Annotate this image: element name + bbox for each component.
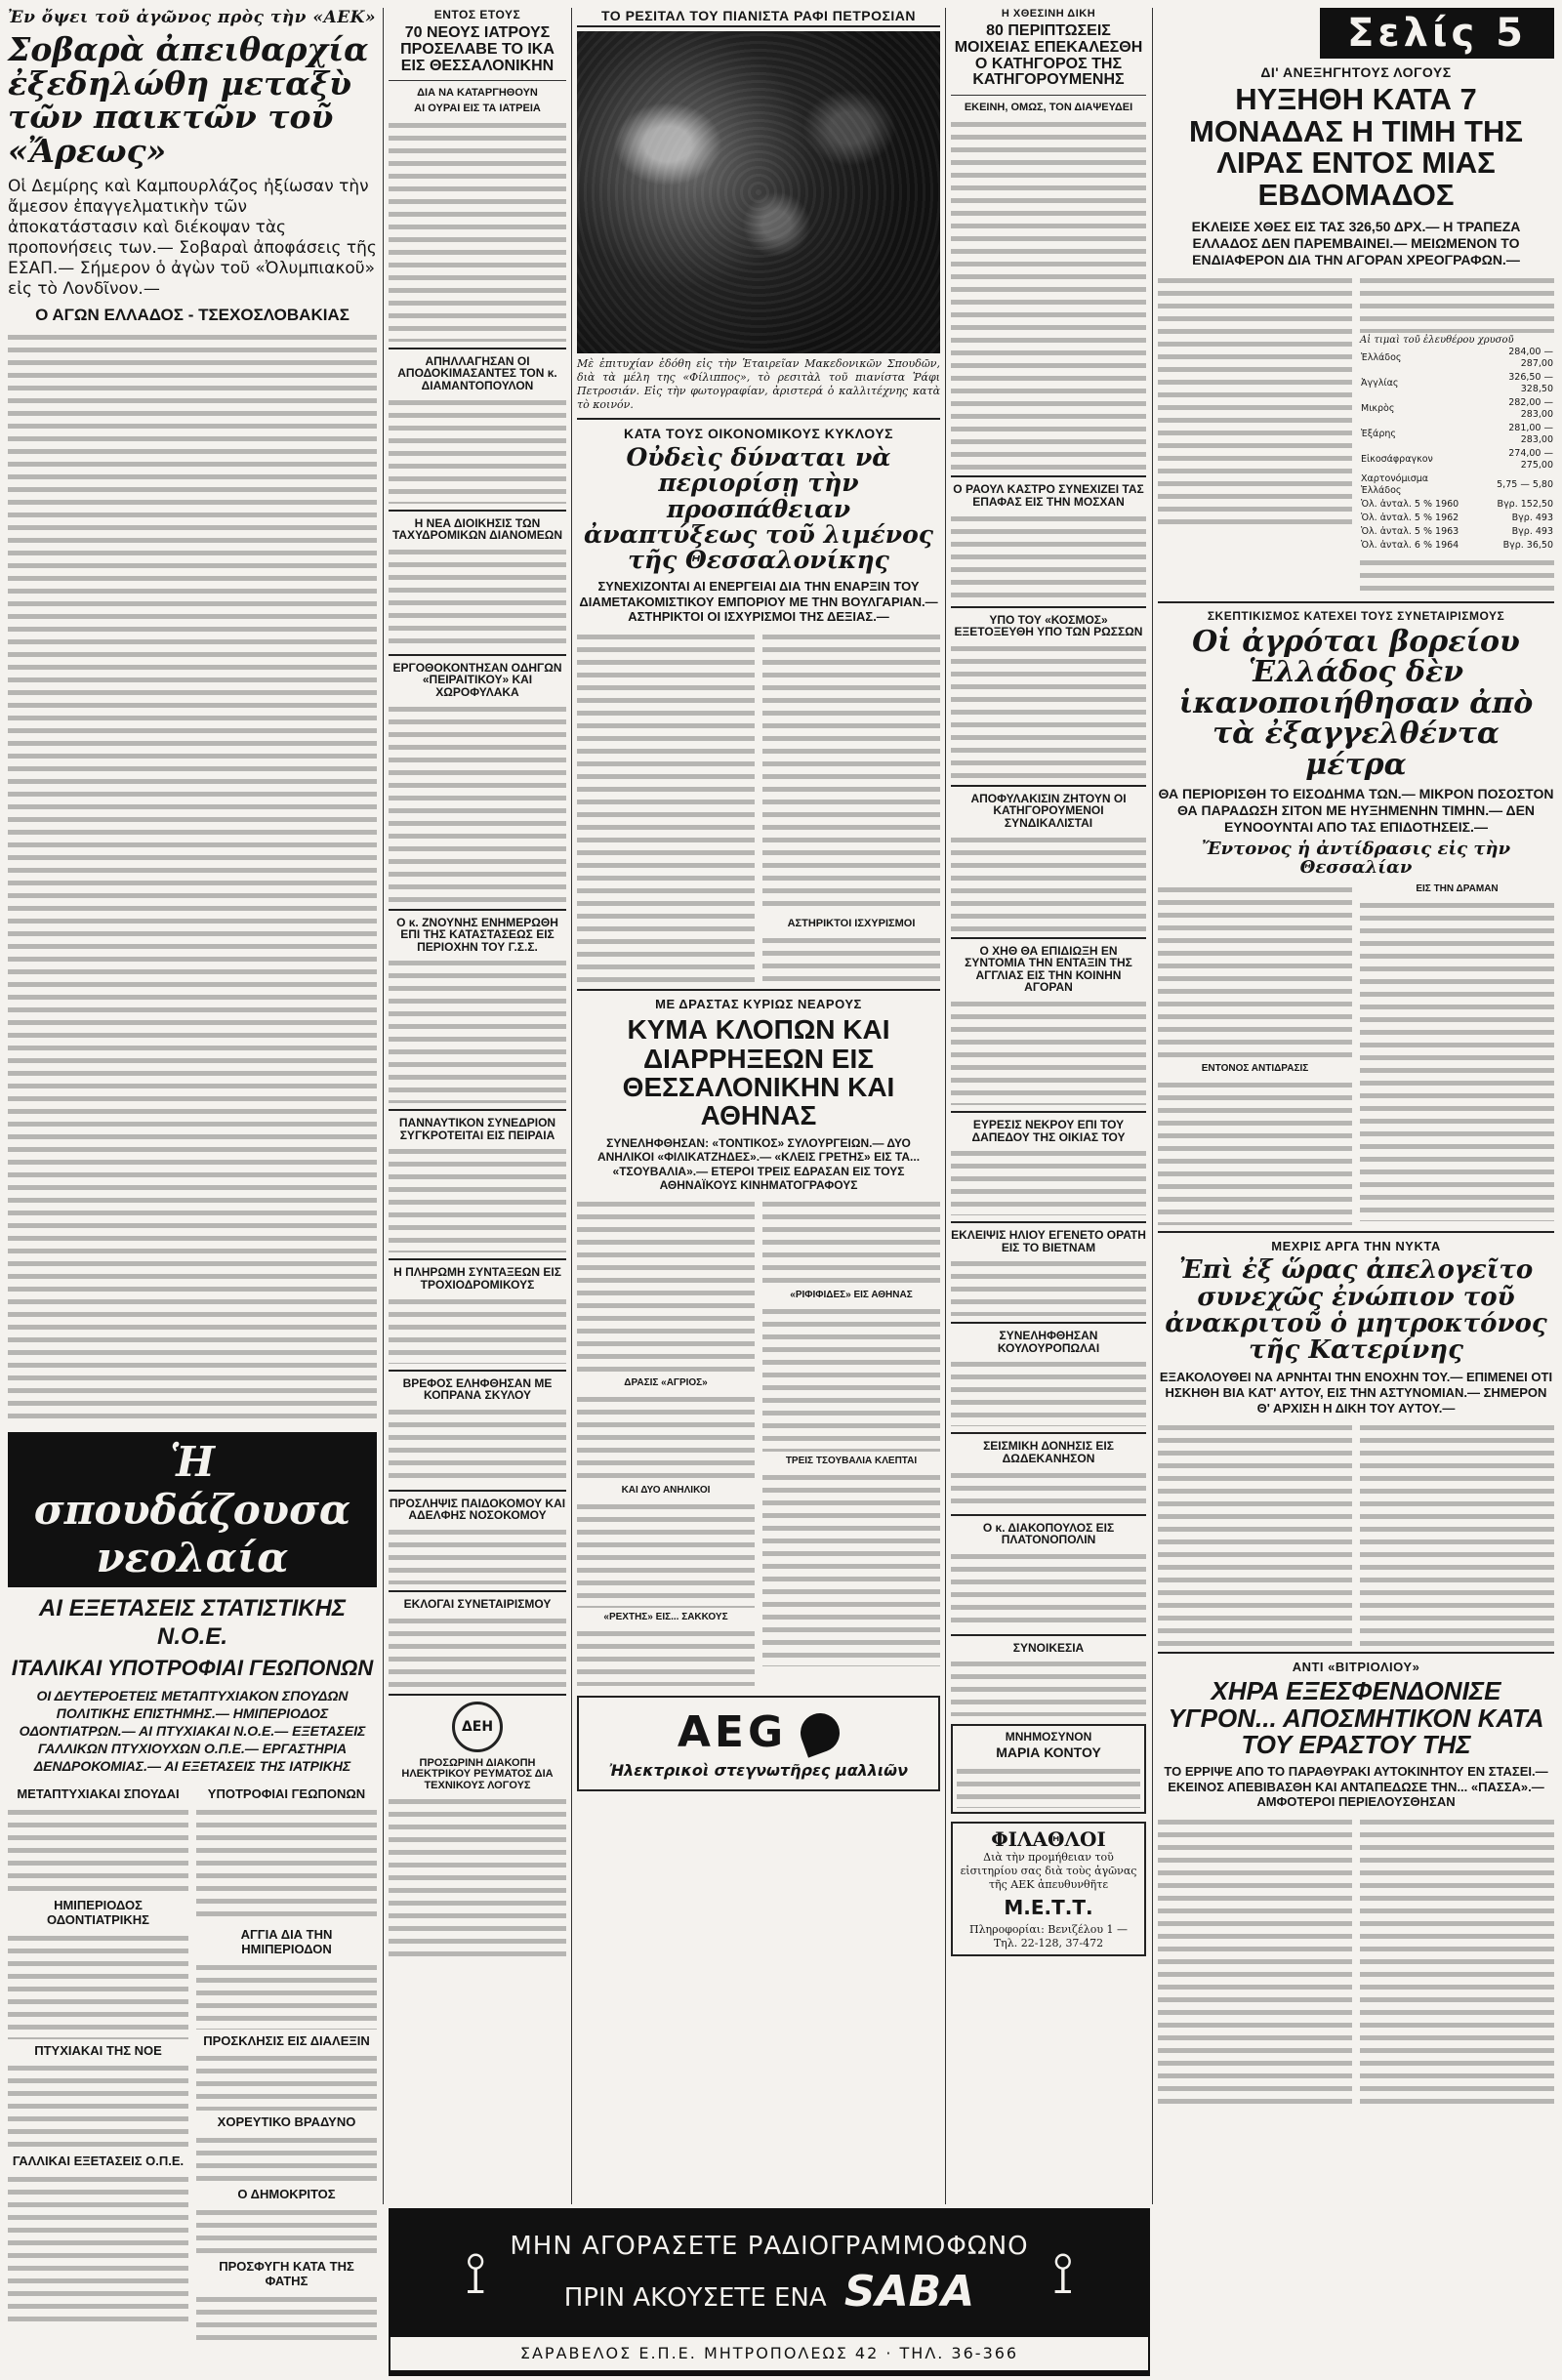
memorial-title: ΜΝΗΜΟΣΥΝΟΝ <box>1005 1730 1092 1744</box>
gold-price-value: Βγρ. 152,50 <box>1497 498 1553 510</box>
gold-price-value: Βγρ. 493 <box>1511 512 1553 523</box>
article-kicker: ΔΙ' ΑΝΕΞΗΓΗΤΟΥΣ ΛΟΓΟΥΣ <box>1260 64 1452 80</box>
brief-body <box>389 1145 566 1252</box>
article-lede: Οἱ Δεμίρης καὶ Καμπουρλάζος ἠξίωσαν τὴν ἄμεσον ἐπαγγελματικὴν τῶν ἀποκατάστασιν καὶ διέκοψαν τὰς προπονήσεις των.— Σοβαραὶ ἀποφάσεις τῆς ΕΣΑΠ.— Σήμερον ὁ ἀγὼν τοῦ «Ὀλυμπιακοῦ» εἰς τὸ Λονδῖνον.— <box>8 176 377 299</box>
column-rule <box>571 8 572 2204</box>
article-headline: Οὐδεὶς δύναται νὰ περιορίσῃ τὴν προσπάθειαν ἀναπτύξεως τοῦ λιμένος τῆς Θεσσαλονίκης <box>584 443 933 574</box>
column-sports-youth <box>8 8 377 2289</box>
brief-headline: ΑΠΟΦΥΛΑΚΙΣΙΝ ΖΗΤΟΥΝ ΟΙ ΚΑΤΗΓΟΡΟΥΜΕΝΟΙ ΣΥΝΔΙΚΑΛΙΣΤΑΙ <box>970 791 1127 830</box>
youth-section-title: ΜΕΤΑΠΤΥΧΙΑΚΑΙ ΣΠΟΥΔΑΙ <box>17 1785 180 1801</box>
aeg-advertisement <box>577 1696 940 1791</box>
article-headline: Ἐπὶ ἐξ ὥρας ἀπελογεῖτο συνεχῶς ἐνώπιον τοῦ ἀνακριτοῦ ὁ μητροκτόνος τῆς Κατερίνης <box>1165 1255 1547 1366</box>
memorial-notice <box>951 1724 1146 1813</box>
youth-section-title: ΧΟΡΕΥΤΙΚΟ ΒΡΑΔΥΝΟ <box>217 2114 356 2130</box>
fans-text: Διὰ τὴν προμήθειαν τοῦ εἰσιτηρίου σας διὰ τοὺς ἀγῶνας τῆς ΑΕΚ ἀπευθυνθῆτε <box>960 1850 1137 1891</box>
youth-section-body <box>196 2206 377 2255</box>
brief-body <box>951 834 1146 931</box>
brief-headline: ΕΡΓΟΘΟΚΟΝΤΗΣΑΝ ΟΔΗΓΩΝ «ΠΕΙΡΑΙΤΙΚΟΥ» ΚΑΙ ΧΩΡΟΦΥΛΑΚΑ <box>392 660 562 699</box>
youth-section-title: ΓΑΛΛΙΚΑΙ ΕΞΕΤΑΣΕΙΣ Ο.Π.Ε. <box>12 2154 185 2169</box>
article-subhead: ΕΞΑΚΟΛΟΥΘΕΙ ΝΑ ΑΡΝΗΤΑΙ ΤΗΝ ΕΝΟΧΗΝ ΤΟΥ.— ΕΠΙΜΕΝΕΙ ΟΤΙ ΗΣΚΗΘΗ ΒΙΑ ΚΑΤ' ΑΥΤΟΥ, ΕΙΣ ΤΗΝ ΑΣΤΥΝΟΜΙΑΝ.— ΣΗΜΕΡΟΝ Θ' ΑΡΧΙΣΗ Η ΔΙΚΗ ΤΟΥ ΑΥΤΟΥ.— <box>1159 1370 1553 1416</box>
brief-body <box>389 546 566 648</box>
gold-price-value: 5,75 — 5,80 <box>1497 478 1553 490</box>
gold-price-item: Ἑξάρης <box>1361 428 1396 439</box>
brief-headline: ΑΠΗΛΛΑΓΗΣΑΝ ΟΙ ΑΠΟΔΟΚΙΜΑΣΑΝΤΕΣ ΤΟΝ κ. ΔΙΑΜΑΝΤΟΠΟΥΛΟΝ <box>397 353 557 392</box>
article-body <box>762 934 940 983</box>
brief-headline: ΣΥΝΟΙΚΕΣΙΑ <box>1012 1640 1085 1655</box>
brief-headline: ΕΥΡΕΣΙΣ ΝΕΚΡΟΥ ΕΠΙ ΤΟΥ ΔΑΠΕΔΟΥ ΤΗΣ ΟΙΚΙΑΣ ΤΟΥ <box>971 1117 1126 1144</box>
brief-body <box>389 957 566 1103</box>
gold-price-item: Ἀγγλίας <box>1361 377 1399 389</box>
youth-title-1: ΑΙ ΕΞΕΤΑΣΕΙΣ ΣΤΑΤΙΣΤΙΚΗΣ Ν.Ο.Ε. <box>38 1594 347 1650</box>
column-rule <box>383 8 384 2204</box>
article-crosshead: ΤΡΕΙΣ ΤΣΟΥΒΑΛΙΑ ΚΛΕΠΤΑΙ <box>785 1456 918 1467</box>
brief-body <box>389 703 566 903</box>
brief-body <box>951 998 1146 1105</box>
brief-headline: Η ΝΕΑ ΔΙΟΙΚΗΣΙΣ ΤΩΝ ΤΑΧΥΔΡΟΜΙΚΩΝ ΔΙΑΝΟΜΕΩΝ <box>391 515 563 543</box>
youth-banner: Ἡ σπουδάζουσα νεολαία <box>8 1432 377 1587</box>
brief-body <box>389 1526 566 1584</box>
youth-section-body <box>8 1932 188 2039</box>
aeg-logo: AEG <box>677 1707 788 1758</box>
gold-price-item: Ὁλ. ἀνταλ. 5 % 1962 <box>1361 512 1459 523</box>
article-body <box>1158 274 1352 528</box>
youth-section-body <box>196 1806 377 1923</box>
article-kicker: ΕΝΤΟΣ ΕΤΟΥΣ <box>433 8 521 21</box>
brief-headline: ΕΚΛΕΙΨΙΣ ΗΛΙΟΥ ΕΓΕΝΕΤΟ ΟΡΑΤΗ ΕΙΣ ΤΟ ΒΙΕΤΝΑΜ <box>951 1228 1146 1254</box>
article-headline: Σοβαρὰ ἀπειθαρχία ἐξεδηλώθη μεταξὺ τῶν παικτῶν τοῦ «Ἄρεως» <box>8 30 369 170</box>
article-headline: 70 ΝΕΟΥΣ ΙΑΤΡΟΥΣ ΠΡΟΣΕΛΑΒΕ ΤΟ ΙΚΑ ΕΙΣ ΘΕΣΣΑΛΟΝΙΚΗΝ <box>400 24 555 74</box>
column-briefs <box>389 8 566 2204</box>
article-body <box>577 1500 755 1608</box>
mett-address: Πληροφορίαι: Βενιζέλου 1 — Τηλ. 22-128, 37-472 <box>968 1922 1128 1949</box>
article-headline: ΧΗΡΑ ΕΞΕΣΦΕΝΔΟΝΙΣΕ ΥΓΡΟΝ... ΑΠΟΣΜΗΤΙΚΟΝ ΚΑΤΑ ΤΟΥ ΕΡΑΣΤΟΥ ΤΗΣ <box>1168 1676 1544 1759</box>
article-subhead: ΣΥΝΕΧΙΖΟΝΤΑΙ ΑΙ ΕΝΕΡΓΕΙΑΙ ΔΙΑ ΤΗΝ ΕΝΑΡΞΙΝ ΤΟΥ ΔΙΑΜΕΤΑΚΟΜΙΣΤΙΚΟΥ ΕΜΠΟΡΙΟΥ ΜΕ ΤΗΝ ΒΟΥΛΓΑΡΙΑΝ.— ΑΣΤΗΡΙΚΤΟΙ ΟΙ ΙΣΧΥΡΙΣΜΟΙ ΤΗΣ ΔΕΞΙΑΣ.— <box>579 579 938 625</box>
gold-price-row <box>1360 512 1554 525</box>
article-headline: Οἱ ἀγρόται βορείου Ἑλλάδος δὲν ἱκανοποιήθησαν ἀπὸ τὰ ἐξαγγελθέντα μέτρα <box>1178 624 1534 782</box>
brief-body <box>951 1147 1146 1215</box>
article-body <box>1158 1079 1352 1225</box>
article-kicker: ΣΚΕΠΤΙΚΙΣΜΟΣ ΚΑΤΕΧΕΙ ΤΟΥΣ ΣΥΝΕΤΑΙΡΙΣΜΟΥΣ <box>1207 608 1505 623</box>
brief-headline: Ο ΡΑΟΥΛ ΚΑΣΤΡΟ ΣΥΝΕΧΙΖΕΙ ΤΑΣ ΕΠΑΦΑΣ ΕΙΣ ΤΗΝ ΜΟΣΧΑΝ <box>953 482 1144 509</box>
youth-section-body <box>196 2052 377 2111</box>
article-crosshead: ΚΑΙ ΔΥΟ ΑΝΗΛΙΚΟΙ <box>621 1485 711 1497</box>
article-headline: 80 ΠΕΡΙΠΤΩΣΕΙΣ ΜΟΙΧΕΙΑΣ ΕΠΕΚΑΛΕΣΘΗ Ο ΚΑΤΗΓΟΡΟΣ ΤΗΣ ΚΑΤΗΓΟΡΟΥΜΕΝΗΣ <box>954 22 1143 89</box>
article-body <box>577 1198 755 1374</box>
article-body <box>762 1305 940 1452</box>
article-subhead: ΔΙΑ ΝΑ ΚΑΤΑΡΓΗΘΟΥΝ <box>417 87 538 100</box>
article-body <box>762 1471 940 1666</box>
article-crosshead: «ΡΙΦΙΦΙΔΕΣ» ΕΙΣ ΑΘΗΝΑΣ <box>790 1290 913 1301</box>
gold-price-item: Ὁλ. ἀνταλ. 5 % 1960 <box>1361 498 1459 510</box>
brief-headline: ΕΚΛΟΓΑΙ ΣΥΝΕΤΑΙΡΙΣΜΟΥ <box>403 1597 552 1612</box>
youth-title-2: ΙΤΑΛΙΚΑΙ ΥΠΟΤΡΟΦΙΑΙ ΓΕΩΠΟΝΩΝ <box>11 1655 374 1680</box>
youth-section-body <box>196 1961 377 2030</box>
article-body <box>577 631 755 982</box>
article-body <box>1158 1816 1352 2109</box>
article-body <box>1360 1816 1554 2109</box>
hair-dryer-icon <box>795 1707 844 1757</box>
article-body <box>762 631 940 914</box>
brief-headline: ΠΡΟΣΛΗΨΙΣ ΠΑΙΔΟΚΟΜΟΥ ΚΑΙ ΑΔΕΛΦΗΣ ΝΟΣΟΚΟΜΟΥ <box>389 1496 566 1523</box>
gold-price-row <box>1360 371 1554 396</box>
gold-price-row <box>1360 346 1554 371</box>
brief-body <box>951 1469 1146 1508</box>
youth-section-title: ΠΤΥΧΙΑΚΑΙ ΤΗΣ ΝΟΕ <box>34 2042 162 2058</box>
gold-price-item: Εἰκοσάφραγκον <box>1361 453 1433 465</box>
antenna-icon: ⟟ <box>1051 2239 1074 2308</box>
article-headline: ΗΥΞΗΘΗ ΚΑΤΑ 7 ΜΟΝΑΔΑΣ Η ΤΙΜΗ ΤΗΣ ΛΙΡΑΣ ΕΝΤΟΣ ΜΙΑΣ ΕΒΔΟΜΑΔΟΣ <box>1189 82 1523 212</box>
brief-headline: ΠΑΝΝΑΥΤΙΚΟΝ ΣΥΝΕΔΡΙΟΝ ΣΥΓΚΡΟΤΕΙΤΑΙ ΕΙΣ ΠΕΙΡΑΙΑ <box>398 1116 556 1142</box>
memorial-name: ΜΑΡΙΑ ΚΟΝΤΟΥ <box>996 1744 1101 1760</box>
gold-price-value: 326,50 — 328,50 <box>1508 371 1553 394</box>
brief-headline: Ο κ. ΖΝΟΥΝΗΣ ΕΝΗΜΕΡΩΘΗ ΕΠΙ ΤΗΣ ΚΑΤΑΣΤΑΣΕΩΣ ΕΙΣ ΠΕΡΙΟΧΗΝ ΤΟΥ Γ.Σ.Σ. <box>396 915 558 954</box>
article-body <box>1158 883 1352 1059</box>
article-tagline: Ἔντονος ἡ ἀντίδρασις εἰς τὴν Θεσσαλίαν <box>1201 839 1511 879</box>
brief-headline: ΒΡΕΦΟΣ ΕΛΗΦΘΗΣΑΝ ΜΕ ΚΟΠΡΑΝΑ ΣΚΥΛΟΥ <box>402 1375 553 1403</box>
fans-advertisement <box>951 1822 1146 1956</box>
gold-price-row <box>1360 472 1554 498</box>
youth-section-body <box>196 2134 377 2183</box>
article-kicker: ΜΕ ΔΡΑΣΤΑΣ ΚΥΡΙΩΣ ΝΕΑΡΟΥΣ <box>655 997 862 1012</box>
aeg-tagline: Ἠλεκτρικοὶ στεγνωτῆρες μαλλιῶν <box>609 1761 908 1781</box>
gold-price-item: Ὁλ. ἀνταλ. 5 % 1963 <box>1361 525 1459 537</box>
gold-price-value: 274,00 — 275,00 <box>1508 447 1553 471</box>
gold-price-value: 282,00 — 283,00 <box>1508 396 1553 420</box>
gold-price-row <box>1360 525 1554 539</box>
youth-section-body <box>8 2173 188 2329</box>
brief-body <box>389 1295 566 1364</box>
gold-price-row <box>1360 498 1554 512</box>
gold-table-title: Αἱ τιμαὶ τοῦ ἐλευθέρου χρυσοῦ <box>1360 334 1514 346</box>
youth-section-title: ΠΡΟΣΚΛΗΣΙΣ ΕΙΣ ΔΙΑΛΕΞΙΝ <box>203 2032 370 2048</box>
article-crosshead: ΕΙΣ ΤΗΝ ΔΡΑΜΑΝ <box>1416 883 1499 895</box>
brief-body <box>951 1358 1146 1426</box>
brief-body <box>951 1550 1146 1628</box>
article-body <box>1360 1421 1554 1646</box>
article-body <box>577 1393 755 1481</box>
saba-logo: SABA <box>843 2266 975 2317</box>
dei-logo-icon: ΔΕΗ <box>452 1702 503 1752</box>
gold-price-row <box>1360 539 1554 553</box>
article-subhead: ΑΙ ΟΥΡΑΙ ΕΙΣ ΤΑ ΙΑΤΡΕΙΑ <box>414 102 541 114</box>
youth-section-title: ΗΜΙΠΕΡΙΟΔΟΣ ΟΔΟΝΤΙΑΤΡΙΚΗΣ <box>47 1897 149 1928</box>
brief-body <box>951 642 1146 779</box>
article-kicker: Η ΧΘΕΣΙΝΗ ΔΙΚΗ <box>1001 8 1096 20</box>
brief-body <box>389 1615 566 1688</box>
brief-headline: ΠΡΟΣΩΡΙΝΗ ΔΙΑΚΟΠΗ ΗΛΕΚΤΡΙΚΟΥ ΡΕΥΜΑΤΟΣ ΔΙΑ ΤΕΧΝΙΚΟΥΣ ΛΟΓΟΥΣ <box>401 1756 554 1791</box>
article-body <box>389 119 566 342</box>
brief-body <box>951 513 1146 600</box>
column-news <box>951 8 1146 2204</box>
column-rule <box>945 8 946 2204</box>
photo-kicker: ΤΟ ΡΕΣΙΤΑΛ ΤΟΥ ΠΙΑΝΙΣΤΑ ΡΑΦΙ ΠΕΤΡΟΣΙΑΝ <box>577 8 940 27</box>
article-subhead: Ο ΑΓΩΝ ΕΛΛΑΔΟΣ - ΤΣΕΧΟΣΛΟΒΑΚΙΑΣ <box>35 305 349 324</box>
saba-line-2: ΠΡΙΝ ΑΚΟΥΣΕΤΕ ΕΝΑ <box>563 2282 827 2313</box>
youth-section-title: ΑΓΓΙΑ ΔΙΑ ΤΗΝ ΗΜΙΠΕΡΙΟΔΟΝ <box>240 1926 333 1957</box>
youth-section-title: Ο ΔΗΜΟΚΡΙΤΟΣ <box>237 2186 336 2201</box>
gold-price-value: Βγρ. 36,50 <box>1502 539 1553 551</box>
article-body <box>8 331 377 1424</box>
article-crosshead: ΕΝΤΟΝΟΣ ΑΝΤΙΔΡΑΣΙΣ <box>1201 1063 1309 1075</box>
gold-price-row <box>1360 422 1554 447</box>
mett-name: Μ.Ε.Τ.Τ. <box>1004 1895 1093 1919</box>
article-subhead: ΤΟ ΕΡΡΙΨΕ ΑΠΟ ΤΟ ΠΑΡΑΘΥΡΑΚΙ ΑΥΤΟΚΙΝΗΤΟΥ ΕΝ ΣΤΑΣΕΙ.— ΕΚΕΙΝΟΣ ΑΠΕΒΙΒΑΣΘΗ ΚΑΙ ΑΝΤΑΠΕΔΩΣΕ ΤΗΝ... «ΠΑΣΣΑ».— ΑΜΦΟΤΕΡΟΙ ΠΕΡΙΕΛΟΥΣΘΗΣΑΝ <box>1164 1764 1548 1810</box>
gold-price-item: Μικρὸς <box>1361 402 1395 414</box>
article-body <box>1158 1421 1352 1646</box>
brief-body <box>951 1257 1146 1316</box>
gold-price-value: 281,00 — 283,00 <box>1508 422 1553 445</box>
column-rule <box>1152 8 1153 2204</box>
article-body <box>951 118 1146 470</box>
gold-price-table <box>1360 346 1554 553</box>
gold-price-value: Βγρ. 493 <box>1511 525 1553 537</box>
article-body <box>577 1627 755 1686</box>
article-headline: ΚΥΜΑ ΚΛΟΠΩΝ ΚΑΙ ΔΙΑΡΡΗΞΕΩΝ ΕΙΣ ΘΕΣΣΑΛΟΝΙΚΗΝ ΚΑΙ ΑΘΗΝΑΣ <box>622 1014 895 1131</box>
brief-body <box>951 1658 1146 1716</box>
recital-photo <box>577 31 940 353</box>
antenna-icon: ⟟ <box>465 2239 487 2308</box>
gold-price-item: Ἑλλάδος <box>1361 351 1402 363</box>
youth-section-body <box>8 2062 188 2150</box>
youth-section-title: ΥΠΟΤΡΟΦΙΑΙ ΓΕΩΠΟΝΩΝ <box>207 1785 366 1801</box>
article-kicker: Ἐν ὄψει τοῦ ἀγῶνος πρὸς τὴν «ΑΕΚ» <box>8 8 377 27</box>
column-economy <box>1158 64 1554 2202</box>
article-kicker: ΜΕΧΡΙΣ ΑΡΓΑ ΤΗΝ ΝΥΚΤΑ <box>1271 1239 1441 1254</box>
article-body <box>1360 899 1554 1221</box>
photo-caption: Μὲ ἐπιτυχίαν ἐδόθη εἰς τὴν Ἑταιρεῖαν Μακεδονικῶν Σπουδῶν, διὰ τὰ μέλη της «Φίλιππος», τὸ ρεσιτὰλ τοῦ πιανίστα Ῥάφι Πετροσιάν. Εἰς τὴν φωτογραφίαν, ἀριστερά ὁ καλλιτέχνης κατὰ τὸ κοινόν. <box>577 357 940 411</box>
brief-headline: ΥΠΟ ΤΟΥ «ΚΟΣΜΟΣ» ΕΞΕΤΟΞΕΥΘΗ ΥΠΟ ΤΩΝ ΡΩΣΣΩΝ <box>954 612 1143 639</box>
article-subhead: ΕΚΕΙΝΗ, ΟΜΩΣ, ΤΟΝ ΔΙΑΨΕΥΔΕΙ <box>964 102 1133 114</box>
brief-headline: ΣΕΙΣΜΙΚΗ ΔΟΝΗΣΙΣ ΕΙΣ ΔΩΔΕΚΑΝΗΣΟΝ <box>983 1439 1114 1466</box>
brief-body <box>389 1406 566 1484</box>
gold-price-item: Ὁλ. ἀνταλ. 6 % 1964 <box>1361 539 1459 551</box>
article-body <box>1360 274 1554 333</box>
gold-price-row <box>1360 396 1554 422</box>
youth-section-body <box>8 1806 188 1894</box>
saba-advertisement <box>389 2208 1150 2376</box>
brief-body <box>389 1795 566 1961</box>
youth-section-body <box>196 2293 377 2342</box>
youth-subtitle: ΟΙ ΔΕΥΤΕΡΟΕΤΕΙΣ ΜΕΤΑΠΤΥΧΙΑΚΟΝ ΣΠΟΥΔΩΝ ΠΟΛΙΤΙΚΗΣ ΕΠΙΣΤΗΜΗΣ.— ΗΜΙΠΕΡΙΟΔΟΣ ΟΔΟΝΤΙΑΤΡΩΝ.— ΑΙ ΠΤΥΧΙΑΚΑΙ Ν.Ο.Ε.— ΕΞΕΤΑΣΕΙΣ ΓΑΛΛΙΚΩΝ ΠΤΥΧΙΟΥΧΩΝ Ο.Π.Ε.— ΕΡΓΑΣΤΗΡΙΑ ΔΕΝΔΡΟΚΟΜΙΑΣ.— ΑΙ ΕΞΕΤΑΣΕΙΣ ΤΗΣ ΙΑΤΡΙΚΗΣ <box>19 1687 366 1774</box>
brief-headline: Ο ΧΗΘ ΘΑ ΕΠΙΔΙΩΞΗ ΕΝ ΣΥΝΤΟΜΙΑ ΤΗΝ ΕΝΤΑΞΙΝ ΤΗΣ ΑΓΓΛΙΑΣ ΕΙΣ ΤΗΝ ΚΟΙΝΗΝ ΑΓΟΡΑΝ <box>965 943 1132 995</box>
fans-title: ΦΙΛΑΘΛΟΙ <box>991 1826 1106 1851</box>
saba-footer: ΣΑΡΑΒΕΛΟΣ Ε.Π.Ε. ΜΗΤΡΟΠΟΛΕΩΣ 42 · ΤΗΛ. 36-366 <box>390 2337 1148 2370</box>
article-body <box>762 1198 940 1286</box>
memorial-body <box>957 1765 1140 1808</box>
article-crosshead: ΑΣΤΗΡΙΚΤΟΙ ΙΣΧΥΡΙΣΜΟΙ <box>787 918 916 930</box>
gold-price-row <box>1360 447 1554 472</box>
article-kicker: ΑΝΤΙ «ΒΙΤΡΙΟΛΙΟΥ» <box>1292 1660 1420 1675</box>
brief-headline: Ο κ. ΔΙΑΚΟΠΟΥΛΟΣ ΕΙΣ ΠΛΑΤΟΝΟΠΟΛΙΝ <box>982 1520 1115 1547</box>
brief-headline: ΣΥΝΕΛΗΦΘΗΣΑΝ ΚΟΥΛΟΥΡΟΠΩΛΑΙ <box>997 1329 1100 1355</box>
youth-section-title: ΠΡΟΣΦΥΓΗ ΚΑΤΑ ΤΗΣ ΦΑΤΗΣ <box>219 2258 354 2289</box>
column-main <box>577 8 940 2204</box>
page-label: Σελίς 5 <box>1320 8 1554 59</box>
article-subhead: ΘΑ ΠΕΡΙΟΡΙΣΘΗ ΤΟ ΕΙΣΟΔΗΜΑ ΤΩΝ.— ΜΙΚΡΟΝ ΠΟΣΟΣΤΟΝ ΘΑ ΠΑΡΑΔΩΣΗ ΣΙΤΟΝ ΜΕ ΗΥΞΗΜΕΝΗΝ ΤΙΜΗΝ.— ΔΕΝ ΕΥΝΟΟΥΝΤΑΙ ΑΠΟ ΤΑΣ ΕΠΙΔΟΤΗΣΕΙΣ.— <box>1158 786 1554 835</box>
article-subhead: ΕΚΛΕΙΣΕ ΧΘΕΣ ΕΙΣ ΤΑΣ 326,50 ΔΡΧ.— Η ΤΡΑΠΕΖΑ ΕΛΛΑΔΟΣ ΔΕΝ ΠΑΡΕΜΒΑΙΝΕΙ.— ΜΕΙΩΜΕΝΟΝ ΤΟ ΕΝΔΙΑΦΕΡΟΝ ΔΙΑ ΤΗΝ ΑΓΟΡΑΝ ΧΡΕΟΓΡΑΦΩΝ.— <box>1191 219 1521 267</box>
article-subhead: ΣΥΝΕΛΗΦΘΗΣΑΝ: «ΤΟΝΤΙΚΟΣ» ΣΥΛΟΥΡΓΕΙΩΝ.— ΔΥΟ ΑΝΗΛΙΚΟΙ «ΦΙΛΙΚΑΤΖΗΔΕΣ».— «ΚΛΕΙΣ ΓΡΕΤΗΣ» ΕΙΣ ΤΑ... «ΤΣΟΥΒΑΛΙΑ».— ΕΤΕΡΟΙ ΤΡΕΙΣ ΕΔΡΑΣΑΝ ΕΙΣ ΤΟΥΣ ΑΘΗΝΑΪΚΟΥΣ ΚΙΝΗΜΑΤΟΓΡΑΦΟΥΣ <box>596 1135 921 1192</box>
brief-body <box>389 396 566 504</box>
brief-headline: Η ΠΛΗΡΩΜΗ ΣΥΝΤΑΞΕΩΝ ΕΙΣ ΤΡΟΧΙΟΔΡΟΜΙΚΟΥΣ <box>393 1265 561 1293</box>
article-crosshead: ΔΡΑΣΙΣ «ΑΓΡΙΟΣ» <box>624 1377 708 1389</box>
saba-line-1: ΜΗΝ ΑΓΟΡΑΣΕΤΕ ΡΑΔΙΟΓΡΑΜΜΟΦΩΝΟ <box>510 2231 1029 2261</box>
gold-price-item: Χαρτονόμισμα Ἑλλάδος <box>1361 472 1429 496</box>
gold-price-value: 284,00 — 287,00 <box>1508 346 1553 369</box>
article-crosshead: «ΡΕΧΤΗΣ» ΕΙΣ... ΣΑΚΚΟΥΣ <box>603 1612 728 1623</box>
article-body <box>1360 556 1554 595</box>
article-kicker: ΚΑΤΑ ΤΟΥΣ ΟΙΚΟΝΟΜΙΚΟΥΣ ΚΥΚΛΟΥΣ <box>623 426 894 441</box>
